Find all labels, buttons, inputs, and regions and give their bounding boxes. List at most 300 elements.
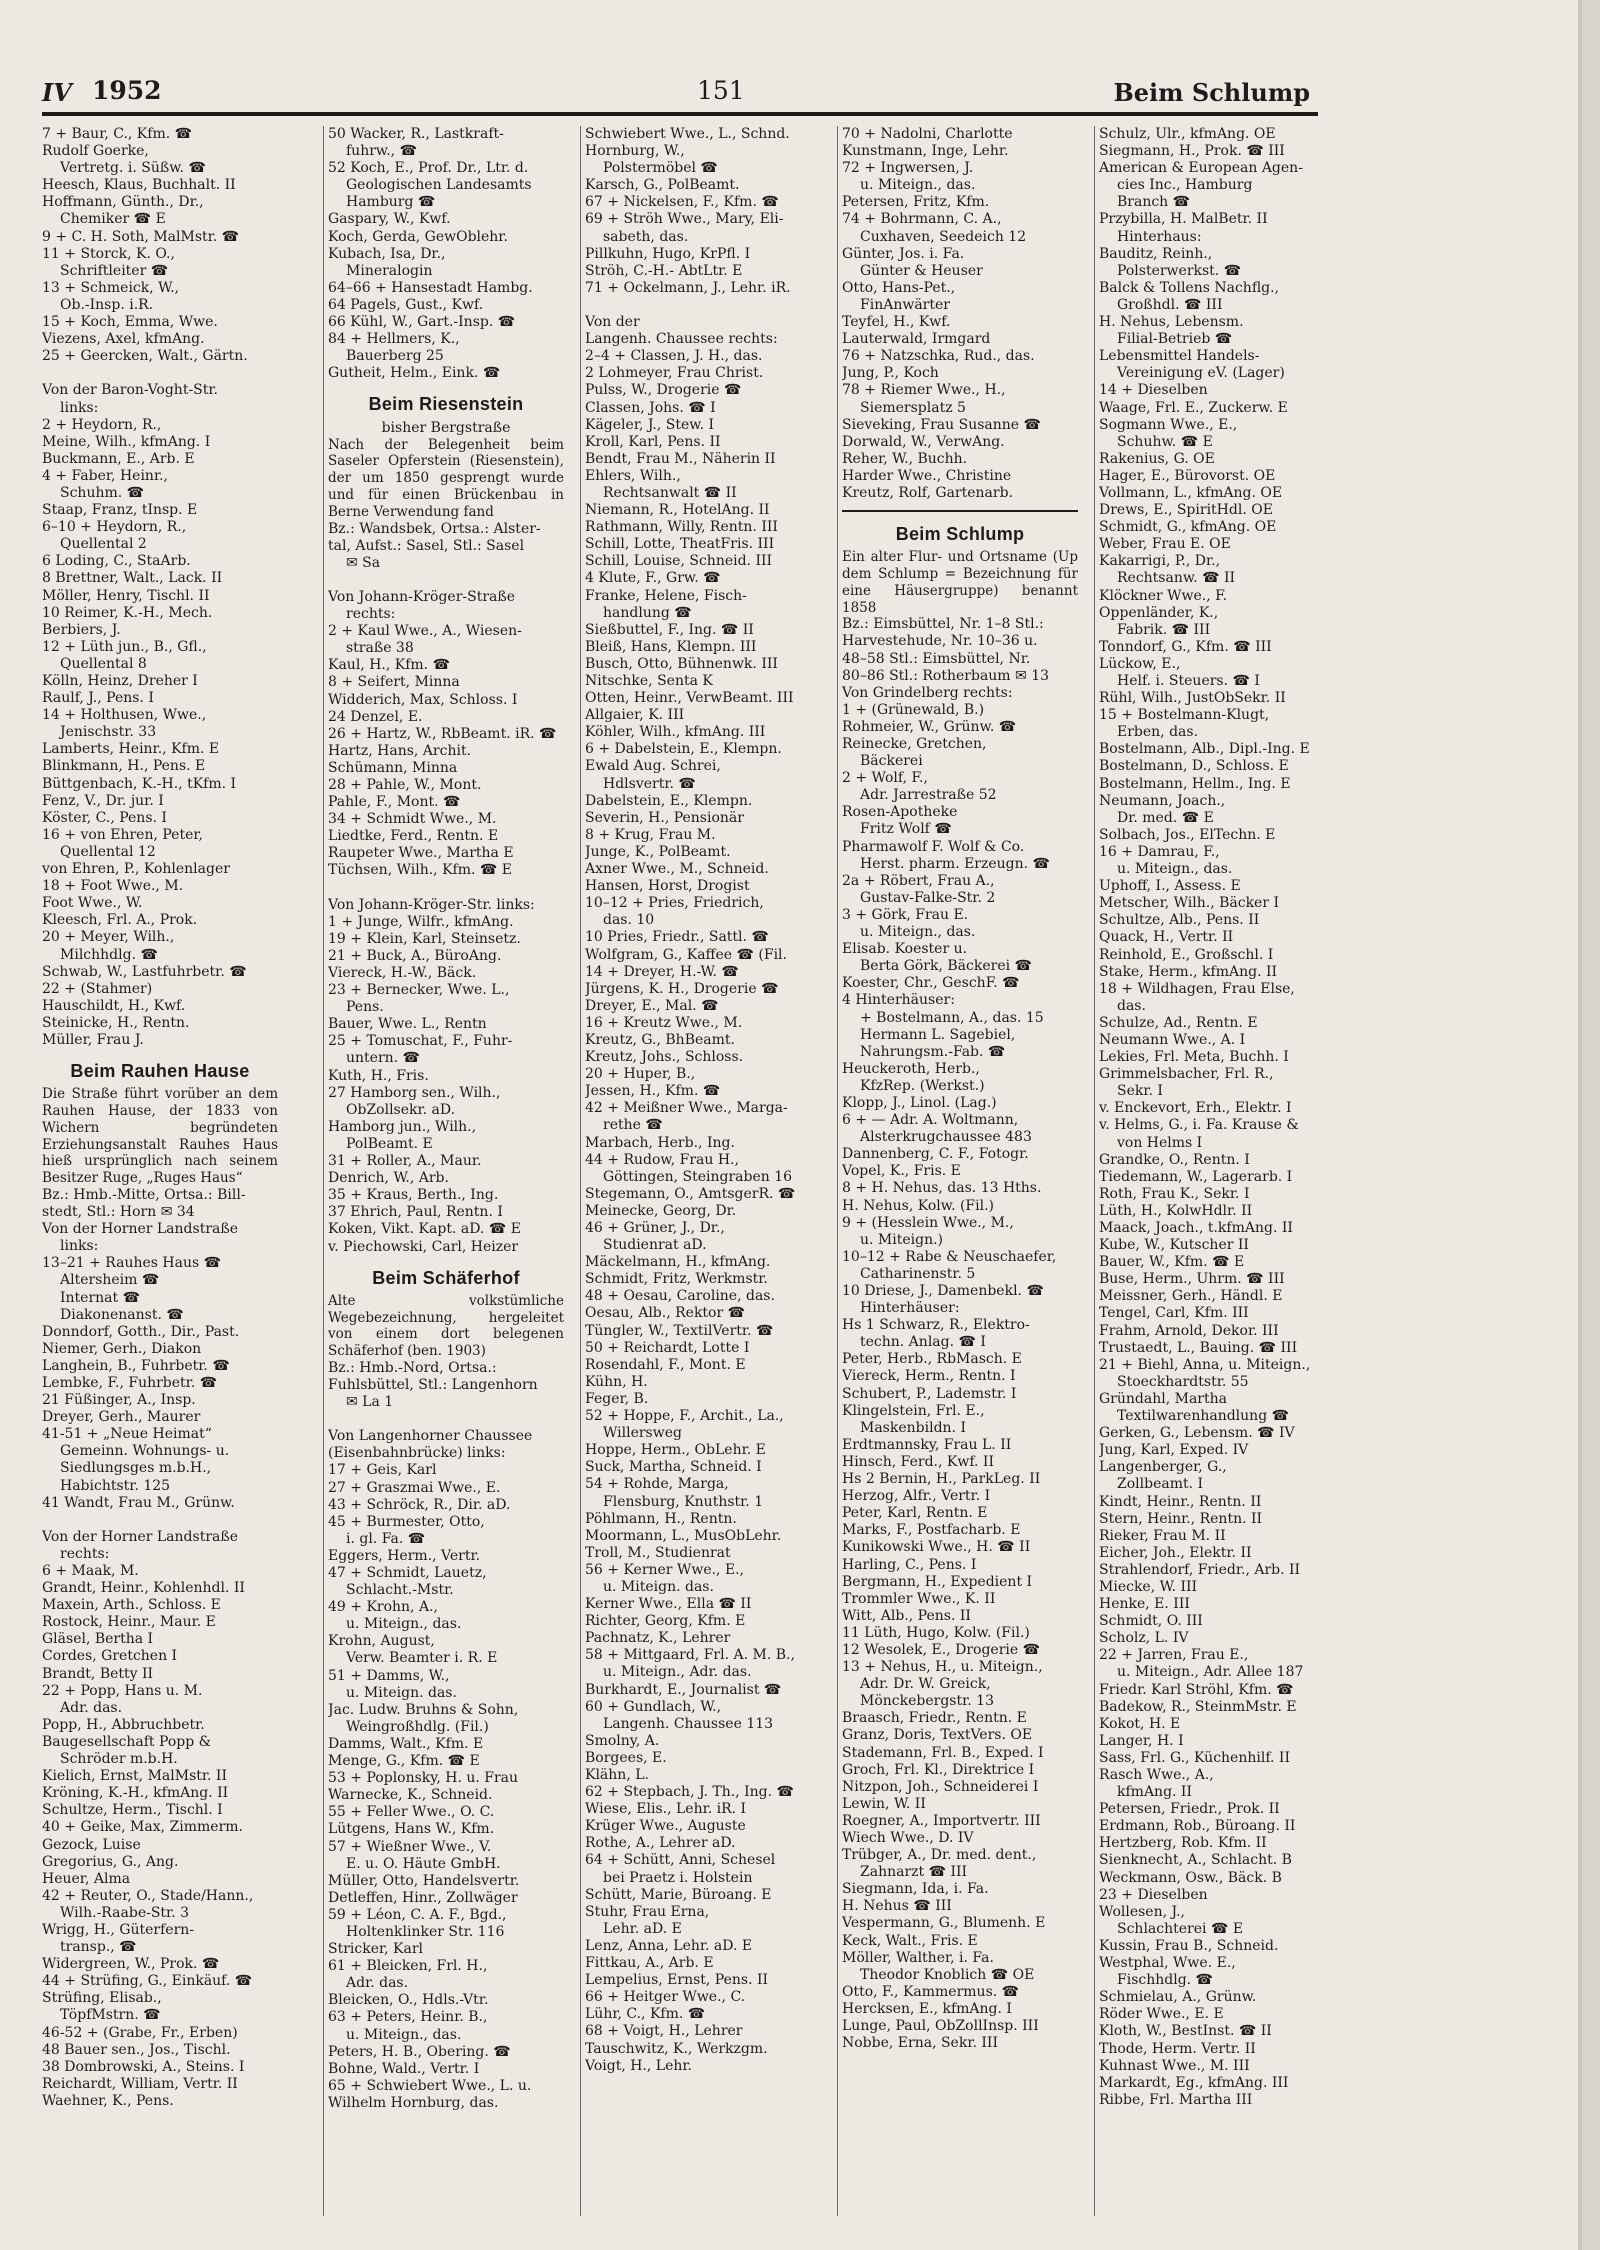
- directory-entry: Raulf, J., Pens. I: [42, 690, 154, 707]
- directory-entry: Rostock, Heinr., Maur. E: [42, 1614, 216, 1631]
- directory-entry: Gaspary, W., Kwf.: [328, 211, 451, 228]
- directory-entry: Rechtsanwalt ☎ II: [603, 484, 737, 501]
- directory-entry: Gezock, Luise: [42, 1836, 141, 1853]
- directory-entry: Schulz, Ulr., kfmAng. OE: [1099, 126, 1276, 142]
- directory-entry: Kroll, Karl, Pens. II: [585, 433, 721, 450]
- directory-entry: Vereinigung eV. (Lager): [1117, 365, 1285, 382]
- directory-entry: Zahnarzt ☎ III: [860, 1864, 968, 1881]
- directory-entry: Klöckner Wwe., F.: [1099, 587, 1228, 604]
- directory-entry: v. Enckevort, Erh., Elektr. I: [1099, 1100, 1292, 1117]
- directory-entry: Vespermann, G., Blumenh. E: [842, 1915, 1046, 1932]
- directory-entry: Stern, Heinr., Rentn. II: [1099, 1510, 1263, 1527]
- directory-entry: 35 + Kraus, Berth., Ing.: [328, 1187, 499, 1204]
- directory-entry: Pens.: [346, 999, 384, 1016]
- directory-entry: 6 + — Adr. A. Woltmann,: [842, 1112, 1019, 1129]
- directory-entry: Dorwald, W., VerwAng.: [842, 433, 1005, 450]
- directory-entry: 25 + Tomuschat, F., Fuhr-: [328, 1033, 513, 1050]
- directory-entry: Gründahl, Martha: [1099, 1390, 1227, 1407]
- directory-entry: Borgees, E.: [585, 1749, 667, 1766]
- directory-entry: Oesau, Alb., Rektor ☎: [585, 1305, 746, 1322]
- directory-entry: Franke, Helene, Fisch-: [585, 587, 747, 604]
- directory-entry: Kuhnast Wwe., M. III: [1099, 2057, 1250, 2074]
- directory-entry: 10–12 + Pries, Friedrich,: [585, 895, 764, 912]
- directory-entry: Severin, H., Pensionär: [585, 809, 744, 826]
- directory-entry: Schulze, Ad., Rentn. E: [1099, 1014, 1258, 1031]
- directory-entry: Strahlendorf, Friedr., Arb. II: [1099, 1561, 1301, 1578]
- directory-entry: 22 + Popp, Hans u. M.: [42, 1682, 203, 1699]
- directory-entry: Bostelmann, D., Schloss. E: [1099, 758, 1289, 775]
- directory-entry: Neumann, Joach.,: [1099, 792, 1226, 809]
- directory-entry: Krüger Wwe., Auguste: [585, 1818, 746, 1835]
- directory-entry: Grimmelsbacher, Frl. R.,: [1099, 1066, 1274, 1083]
- directory-entry: Kreutz, Rolf, Gartenarb.: [842, 484, 1013, 501]
- directory-entry: Ribbe, Frl. Martha III: [1099, 2091, 1253, 2108]
- directory-entry: 42 + Reuter, O., Stade/Hann.,: [42, 1887, 254, 1904]
- directory-entry: Warnecke, K., Schneid.: [328, 1787, 493, 1804]
- directory-entry: Rosen-Apotheke: [842, 804, 958, 821]
- directory-entry: 47 + Schmidt, Lauetz,: [328, 1565, 487, 1582]
- directory-entry: Peters, H. B., Obering. ☎: [328, 2043, 511, 2060]
- directory-entry: Detleffen, Hinr., Zollwäger: [328, 1889, 518, 1906]
- blank-line: [328, 880, 564, 897]
- directory-entry: Lewin, W. II: [842, 1795, 926, 1812]
- directory-entry: Von der: [585, 314, 640, 331]
- street-name-origin-note: Nach der Belegenheit beim Saseler Opferstein (Riesenstein), der um 1850 gesprengt wurde und für einen Brückenbau in Berne Verwendung fand: [328, 436, 564, 520]
- directory-entry: Vollmann, L., kfmAng. OE: [1099, 484, 1283, 501]
- directory-entry: Uphoff, I., Assess. E: [1099, 878, 1241, 895]
- directory-entry: Grandke, O., Rentn. I: [1099, 1151, 1250, 1168]
- directory-entry: 37 Ehrich, Paul, Rentn. I: [328, 1204, 503, 1221]
- directory-entry: Lühr, C., Kfm. ☎: [585, 2006, 706, 2023]
- directory-entry: 52 + Hoppe, F., Archit., La.,: [585, 1408, 784, 1425]
- directory-entry: Braasch, Friedr., Rentn. E: [842, 1710, 1027, 1727]
- directory-entry: Quellental 8: [60, 655, 147, 672]
- directory-entry: Maskenbildn. I: [860, 1419, 966, 1436]
- directory-entry: Teyfel, H., Kwf.: [842, 314, 951, 331]
- directory-entry: 6–10 + Heydorn, R.,: [42, 519, 187, 536]
- directory-entry: Trübger, A., Dr. med. dent.,: [842, 1847, 1037, 1864]
- street-former-name: bisher Bergstraße: [381, 419, 511, 436]
- directory-entry: Suck, Martha, Schneid. I: [585, 1459, 762, 1476]
- directory-entry: Niemann, R., HotelAng. II: [585, 502, 770, 519]
- directory-entry: Bz.: Hmb.-Mitte, Ortsa.: Bill-: [42, 1186, 246, 1203]
- directory-entry: Hornburg, W.,: [585, 143, 685, 160]
- directory-entry: 7 + Baur, C., Kfm. ☎: [42, 126, 193, 142]
- directory-entry: 2 Lohmeyer, Frau Christ.: [585, 365, 764, 382]
- directory-entry: Schriftleiter ☎: [60, 262, 169, 279]
- directory-entry: Kokot, H. E: [1099, 1715, 1181, 1732]
- directory-entry: Schuhw. ☎ E: [1117, 433, 1213, 450]
- directory-entry: Burkhardt, E., Journalist ☎: [585, 1681, 782, 1698]
- directory-entry: 48 + Oesau, Caroline, das.: [585, 1288, 775, 1305]
- directory-entry: Von Johann-Kröger-Str. links:: [328, 896, 535, 913]
- directory-entry: ✉ La 1: [346, 1394, 394, 1411]
- directory-entry: 27 + Graszmai Wwe., E.: [328, 1479, 501, 1496]
- directory-entry: Hamburg ☎: [346, 194, 436, 211]
- directory-entry: Koester, Chr., GeschF. ☎: [842, 975, 1020, 992]
- directory-entry: Kindt, Heinr., Rentn. II: [1099, 1493, 1262, 1510]
- directory-entry: 61 + Bleicken, Frl. H.,: [328, 1958, 488, 1975]
- directory-entry: Rechtsanw. ☎ II: [1117, 570, 1236, 587]
- directory-entry: Koch, Gerda, GewOblehr.: [328, 228, 508, 245]
- page-number: 151: [697, 76, 745, 105]
- directory-entry: Tengel, Carl, Kfm. III: [1099, 1305, 1249, 1322]
- directory-entry: Bauer, Wwe. L., Rentn: [328, 1016, 487, 1033]
- directory-entry: Hoffmann, Günth., Dr.,: [42, 194, 204, 211]
- directory-entry: Mönckebergstr. 13: [860, 1693, 994, 1710]
- directory-entry: 48 Bauer sen., Jos., Tischl.: [42, 2041, 231, 2058]
- directory-entry: Otto, F., Kammermus. ☎: [842, 1983, 1020, 2000]
- directory-entry: 78 + Riemer Wwe., H.,: [842, 382, 1006, 399]
- street-heading: Beim Schäferhof: [372, 1267, 520, 1288]
- directory-entry: 19 + Klein, Karl, Steinsetz.: [328, 930, 521, 947]
- directory-entry: Gustav-Falke-Str. 2: [860, 889, 996, 906]
- directory-entry: Hinterhäuser:: [860, 1300, 960, 1317]
- directory-entry: Fittkau, A., Arb. E: [585, 1955, 714, 1972]
- directory-entry: Gerken, G., Lebensm. ☎ IV: [1099, 1425, 1295, 1442]
- directory-entry: Schill, Louise, Schneid. III: [585, 553, 773, 570]
- directory-column: [1094, 126, 1335, 2216]
- directory-entry: PolBeamt. E: [346, 1135, 433, 1152]
- directory-entry: 14 + Dieselben: [1099, 382, 1208, 399]
- directory-entry: Busch, Otto, Bühnenwk. III: [585, 655, 778, 672]
- directory-entry: v. Piechowski, Carl, Heizer: [328, 1238, 519, 1255]
- directory-entry: Siemersplatz 5: [860, 399, 966, 416]
- directory-entry: Schuhm. ☎: [60, 484, 145, 501]
- directory-entry: Von der Horner Landstraße: [42, 1528, 238, 1545]
- directory-entry: links:: [60, 399, 99, 416]
- directory-entry: Widderich, Max, Schloss. I: [328, 691, 518, 708]
- directory-entry: Kreutz, Johs., Schloss.: [585, 1049, 744, 1066]
- directory-entry: Tüngler, W., TextilVertr. ☎: [585, 1322, 774, 1339]
- directory-entry: ObZollsekr. aD.: [346, 1101, 456, 1118]
- blank-line: [328, 572, 564, 589]
- directory-entry: Bauditz, Reinh.,: [1099, 245, 1213, 262]
- directory-entry: 8 Brettner, Walt., Lack. II: [42, 570, 223, 587]
- directory-entry: Flensburg, Knuthstr. 1: [603, 1493, 764, 1510]
- directory-entry: Sießbuttel, F., Ing. ☎ II: [585, 621, 754, 638]
- directory-entry: Trustaedt, L., Bauing. ☎ III: [1099, 1339, 1298, 1356]
- directory-entry: Lempelius, Ernst, Pens. II: [585, 1972, 769, 1989]
- directory-entry: Steinicke, H., Rentn.: [42, 1014, 190, 1031]
- directory-entry: 20 + Meyer, Wilh.,: [42, 929, 175, 946]
- directory-entry: Heuckeroth, Herb.,: [842, 1060, 980, 1077]
- directory-entry: 56 + Kerner Wwe., E.,: [585, 1561, 745, 1578]
- directory-entry: Witt, Alb., Pens. II: [842, 1607, 971, 1624]
- directory-entry: Strüfing, Elisab.,: [42, 1990, 162, 2007]
- directory-entry: Gregorius, G., Ang.: [42, 1853, 179, 1870]
- directory-entry: Kleesch, Frl. A., Prok.: [42, 912, 198, 929]
- directory-entry: 58 + Mittgaard, Frl. A. M. B.,: [585, 1647, 795, 1664]
- directory-entry: Reichardt, William, Vertr. II: [42, 2075, 238, 2092]
- directory-entry: Polsterwerkst. ☎: [1117, 262, 1242, 279]
- directory-entry: Sieveking, Frau Susanne ☎: [842, 416, 1041, 433]
- directory-entry: Siegmann, Ida, i. Fa.: [842, 1881, 989, 1898]
- directory-entry: Viereck, H.-W., Bäck.: [328, 965, 477, 982]
- directory-entry: Wolfgram, G., Kaffee ☎ (Fil.: [585, 946, 787, 963]
- directory-entry: u. Miteign., das.: [346, 2026, 462, 2043]
- blank-line: [42, 365, 278, 382]
- directory-entry: Eggers, Herm., Vertr.: [328, 1547, 481, 1564]
- directory-entry: Schmidt, G., kfmAng. OE: [1099, 519, 1277, 536]
- directory-entry: Bendt, Frau M., Näherin II: [585, 450, 776, 467]
- directory-entry: Stake, Herm., kfmAng. II: [1099, 963, 1278, 980]
- directory-entry: 22 + Jarren, Frau E.,: [1099, 1647, 1249, 1664]
- directory-entry: Müller, Otto, Handelsvertr.: [328, 1872, 520, 1889]
- directory-column: [323, 126, 564, 2216]
- directory-entry: Waage, Frl. E., Zuckerw. E: [1099, 399, 1288, 416]
- street-heading: Beim Schlump: [895, 524, 1025, 545]
- directory-entry: 9 + (Hesslein Wwe., M.,: [842, 1214, 1014, 1231]
- directory-entry: Kunikowski Wwe., H. ☎ II: [842, 1539, 1031, 1556]
- directory-entry: 53 + Poplonsky, H. u. Frau: [328, 1770, 519, 1787]
- directory-entry: 63 + Peters, Heinr. B.,: [328, 2009, 488, 2026]
- directory-entry: Hager, E., Bürovorst. OE: [1099, 467, 1276, 484]
- directory-entry: + Bostelmann, A., das. 15: [860, 1009, 1044, 1026]
- directory-entry: 21 + Biehl, Anna, u. Miteign.,: [1099, 1356, 1311, 1373]
- directory-entry: links:: [60, 1238, 99, 1255]
- directory-entry: Möller, Henry, Tischl. II: [42, 587, 210, 604]
- directory-entry: Schill, Lotte, TheatFris. III: [585, 536, 775, 553]
- directory-entry: 8 + H. Nehus, das. 13 Hths.: [842, 1180, 1042, 1197]
- directory-entry: Chemiker ☎ E: [60, 211, 166, 228]
- directory-entry: 18 + Foot Wwe., M.: [42, 878, 184, 895]
- directory-entry: Langenberger, G.,: [1099, 1459, 1227, 1476]
- directory-entry: Stuhr, Frau Erna,: [585, 1903, 710, 1920]
- directory-entry: Jac. Ludw. Bruhns & Sohn,: [328, 1701, 519, 1718]
- directory-entry: Stoeckhardtstr. 55: [1117, 1373, 1249, 1390]
- directory-entry: 44 + Rudow, Frau H.,: [585, 1151, 739, 1168]
- directory-entry: kfmAng. II: [1117, 1784, 1192, 1801]
- directory-entry: von Helms I: [1117, 1134, 1203, 1151]
- directory-entry: Wilhelm Hornburg, das.: [328, 2094, 499, 2111]
- directory-entry: Otto, Hans-Pet.,: [842, 279, 956, 296]
- directory-entry: Helf. i. Steuers. ☎ I: [1117, 673, 1260, 689]
- directory-entry: 21 + Buck, A., BüroAng.: [328, 947, 502, 964]
- directory-entry: Adr. Jarrestraße 52: [860, 787, 997, 804]
- directory-entry: Pharmawolf F. Wolf & Co.: [842, 838, 1025, 855]
- directory-entry: Mäckelmann, H., kfmAng.: [585, 1254, 771, 1271]
- directory-entry: Köhler, Wilh., kfmAng. III: [585, 724, 766, 741]
- directory-entry: Lückow, E.,: [1099, 655, 1181, 672]
- directory-entry: Diakonenanst. ☎: [60, 1306, 184, 1323]
- directory-entry: Berbiers, J.: [42, 621, 121, 638]
- directory-entry: Internat ☎: [60, 1289, 141, 1306]
- directory-entry: 44 + Strüfing, G., Einkäuf. ☎: [42, 1973, 253, 1990]
- directory-entry: Dabelstein, E., Klempn.: [585, 792, 753, 809]
- directory-entry: Buckmann, E., Arb. E: [42, 450, 195, 467]
- directory-entry: Thode, Herm. Vertr. II: [1099, 2040, 1256, 2057]
- directory-entry: Siedlungsges m.b.H.,: [60, 1460, 212, 1477]
- directory-entry: Klopp, J., Linol. (Lag.): [842, 1094, 997, 1111]
- directory-entry: 41 Wandt, Frau M., Grünw.: [42, 1494, 235, 1511]
- directory-entry: Maxein, Arth., Schloss. E: [42, 1597, 221, 1614]
- directory-entry: Röder Wwe., E. E: [1099, 2006, 1224, 2023]
- directory-entry: Rudolf Goerke,: [42, 143, 149, 160]
- directory-entry: 62 + Stepbach, J. Th., Ing. ☎: [585, 1784, 794, 1801]
- directory-entry: Hauschildt, H., Kwf.: [42, 997, 186, 1014]
- directory-entry: 69 + Ströh Wwe., Mary, Eli-: [585, 211, 784, 228]
- directory-entry: Menge, G., Kfm. ☎ E: [328, 1753, 480, 1770]
- directory-entry: Harvestehude, Nr. 10–36 u.: [842, 633, 1038, 650]
- directory-entry: TöpfMstrn. ☎: [60, 2007, 161, 2024]
- directory-entry: Erben, das.: [1117, 724, 1199, 741]
- directory-entry: Pahle, F., Mont. ☎: [328, 794, 461, 811]
- directory-entry: Schröder m.b.H.: [60, 1751, 178, 1768]
- directory-entry: tal, Aufst.: Sasel, Stl.: Sasel: [328, 537, 525, 554]
- directory-entry: Bergmann, H., Expedient I: [842, 1573, 1033, 1590]
- directory-entry: Schultze, Herm., Tischl. I: [42, 1802, 223, 1819]
- street-name-origin-note: Ein alter Flur- und Ortsname (Up dem Schlump = Bezeichnung für eine Häusergruppe) benannt 1858: [842, 549, 1078, 616]
- directory-entry: 70 + Nadolni, Charlotte: [842, 126, 1013, 142]
- directory-entry: 80–86 Stl.: Rotherbaum ✉ 13: [842, 667, 1050, 684]
- directory-entry: Lehr. aD. E: [603, 1920, 682, 1937]
- directory-entry: Wiese, Elis., Lehr. iR. I: [585, 1801, 747, 1818]
- directory-entry: Weckmann, Osw., Bäck. B: [1099, 1869, 1282, 1886]
- directory-entry: Schlachterei ☎ E: [1117, 1920, 1244, 1937]
- directory-entry: Miecke, W. III: [1099, 1578, 1198, 1595]
- directory-entry: Hs 1 Schwarz, R., Elektro-: [842, 1317, 1030, 1334]
- directory-entry: Hdlsvertr. ☎: [603, 775, 696, 792]
- directory-entry: Roegner, A., Importvertr. III: [842, 1812, 1041, 1829]
- directory-entry: (Eisenbahnbrücke) links:: [328, 1445, 506, 1462]
- directory-entry: Göttingen, Steingraben 16: [603, 1168, 793, 1185]
- directory-entry: Lüth, H., KolwHdlr. II: [1099, 1202, 1253, 1219]
- directory-entry: Cordes, Gretchen I: [42, 1648, 178, 1665]
- directory-entry: 10 Pries, Friedr., Sattl. ☎: [585, 929, 769, 946]
- directory-entry: Tonndorf, G., Kfm. ☎ III: [1099, 638, 1272, 655]
- directory-entry: Peter, Karl, Rentn. E: [842, 1505, 988, 1522]
- directory-entry: Kölln, Heinz, Dreher I: [42, 673, 198, 689]
- directory-entry: Lebensmittel Handels-: [1099, 348, 1260, 365]
- directory-entry: 13–21 + Rauhes Haus ☎: [42, 1255, 222, 1272]
- directory-entry: 14 + Dreyer, H.-W. ☎: [585, 963, 739, 980]
- directory-entry: Viezens, Axel, kfmAng.: [42, 331, 205, 348]
- directory-entry: Voigt, H., Lehr.: [585, 2057, 692, 2074]
- directory-entry: 14 + Holthusen, Wwe.,: [42, 707, 207, 724]
- directory-entry: Stricker, Karl: [328, 1941, 424, 1958]
- directory-entry: 66 + Heitger Wwe., C.: [585, 1989, 746, 2006]
- directory-entry: Studienrat aD.: [603, 1237, 707, 1254]
- directory-entry: Jung, P., Koch: [842, 365, 939, 382]
- directory-entry: u. Miteign., das.: [346, 1616, 462, 1633]
- street-heading: Beim Riesenstein: [368, 394, 524, 415]
- directory-entry: das.: [1117, 997, 1146, 1014]
- directory-entry: Lenz, Anna, Lehr. aD. E: [585, 1937, 753, 1954]
- directory-entry: Jung, Karl, Exped. IV: [1099, 1442, 1249, 1459]
- directory-entry: Bz.: Wandsbek, Ortsa.: Alster-: [328, 520, 541, 537]
- directory-entry: Dreyer, E., Mal. ☎: [585, 997, 719, 1014]
- directory-entry: Rühl, Wilh., JustObSekr. II: [1099, 690, 1286, 707]
- directory-entry: Großhdl. ☎ III: [1117, 296, 1223, 313]
- directory-entry: Rasch Wwe., A.,: [1099, 1767, 1214, 1783]
- directory-entry: Feger, B.: [585, 1390, 649, 1407]
- directory-entry: 16 + von Ehren, Peter,: [42, 826, 203, 843]
- directory-entry: Quellental 2: [60, 536, 147, 553]
- directory-entry: 40 + Geike, Max, Zimmerm.: [42, 1819, 243, 1836]
- directory-entry: Hoppe, Herm., ObLehr. E: [585, 1442, 766, 1459]
- directory-entry: Fabrik. ☎ III: [1117, 621, 1211, 638]
- directory-entry: Theodor Knoblich ☎ OE: [860, 1966, 1035, 1983]
- section-divider: [842, 510, 1078, 512]
- directory-entry: Krohn, August,: [328, 1633, 435, 1650]
- directory-entry: 52 Koch, E., Prof. Dr., Ltr. d.: [328, 160, 529, 177]
- directory-entry: 76 + Natzschka, Rud., das.: [842, 348, 1035, 365]
- directory-entry: Hinsch, Ferd., Kwf. II: [842, 1453, 994, 1470]
- directory-entry: Hs 2 Bernin, H., ParkLeg. II: [842, 1471, 1041, 1488]
- directory-entry: 2a + Röbert, Frau A.,: [842, 872, 995, 889]
- directory-entry: 13 + Nehus, H., u. Miteign.,: [842, 1659, 1043, 1676]
- directory-entry: Branch ☎: [1117, 194, 1191, 211]
- directory-entry: Richter, Georg, Kfm. E: [585, 1613, 746, 1630]
- directory-entry: Günter, Jos. i. Fa.: [842, 245, 965, 262]
- directory-entry: Bostelmann, Hellm., Ing. E: [1099, 775, 1291, 792]
- directory-entry: 10 Reimer, K.-H., Mech.: [42, 604, 213, 621]
- directory-entry: 84 + Hellmers, K.,: [328, 331, 460, 348]
- directory-entry: Pachnatz, K., Lehrer: [585, 1630, 731, 1647]
- directory-entry: Rothe, A., Lehrer aD.: [585, 1835, 736, 1852]
- directory-entry: Gemeinn. Wohnungs- u.: [60, 1443, 230, 1460]
- directory-entry: Quack, H., Vertr. II: [1099, 929, 1234, 946]
- directory-entry: Sienknecht, A., Schlacht. B: [1099, 1852, 1292, 1869]
- directory-entry: Meissner, Gerh., Händl. E: [1099, 1288, 1283, 1305]
- directory-entry: Koken, Vikt. Kapt. aD. ☎ E: [328, 1221, 521, 1238]
- directory-entry: Kägeler, J., Stew. I: [585, 416, 715, 433]
- directory-entry: Moormann, L., MusObLehr.: [585, 1527, 782, 1544]
- directory-entry: 4 Hinterhäuser:: [842, 992, 955, 1009]
- directory-entry: techn. Anlag. ☎ I: [860, 1334, 986, 1351]
- directory-entry: FinAnwärter: [860, 296, 950, 313]
- directory-entry: Langer, H. I: [1099, 1732, 1184, 1749]
- directory-entry: Otten, Heinr., VerwBeamt. III: [585, 690, 794, 707]
- directory-entry: Denrich, W., Arb.: [328, 1170, 449, 1187]
- directory-entry: u. Miteign., Adr. das.: [603, 1664, 752, 1681]
- directory-entry: Rieker, Frau M. II: [1099, 1527, 1226, 1544]
- page-header: [42, 70, 1310, 116]
- directory-entry: Lamberts, Heinr., Kfm. E: [42, 741, 220, 758]
- directory-entry: Petersen, Fritz, Kfm.: [842, 194, 990, 211]
- directory-entry: Langhein, B., Fuhrbetr. ☎: [42, 1357, 230, 1374]
- directory-entry: Bohne, Wald., Vertr. I: [328, 2060, 480, 2077]
- directory-entry: u. Miteign. das.: [346, 1684, 457, 1701]
- directory-entry: Schmielau, A., Grünw.: [1099, 1989, 1257, 2006]
- directory-entry: ✉ Sa: [346, 554, 381, 571]
- directory-entry: Nobbe, Erna, Sekr. III: [842, 2035, 998, 2052]
- street-name-origin-note: Die Straße führt vorüber an dem Rauhen Hause, der 1833 von Wichern begründeten Erziehungsanstalt Rauhes Haus hieß ursprünglich nach seinem Besitzer Ruge, „Ruges Haus“: [42, 1086, 278, 1187]
- directory-entry: Schmidt, O. III: [1099, 1613, 1203, 1630]
- directory-entry: 28 + Pahle, W., Mont.: [328, 776, 482, 793]
- directory-entry: Markardt, Eg., kfmAng. III: [1099, 2074, 1289, 2091]
- directory-entry: 57 + Wießner Wwe., V.: [328, 1838, 492, 1855]
- directory-entry: Rohmeier, W., Grünw. ☎: [842, 718, 1017, 735]
- directory-entry: Grandt, Heinr., Kohlenhdl. II: [42, 1580, 245, 1597]
- directory-entry: Weber, Frau E. OE: [1099, 536, 1231, 553]
- directory-entry: Hamborg jun., Wilh.,: [328, 1118, 477, 1135]
- directory-entry: Mineralogin: [346, 262, 433, 279]
- directory-entry: Balck & Tollens Nachflg.,: [1099, 279, 1280, 296]
- directory-entry: 71 + Ockelmann, J., Lehr. iR.: [585, 279, 791, 296]
- directory-entry: Nitzpon, Joh., Schneiderei I: [842, 1778, 1039, 1795]
- directory-entry: Dr. med. ☎ E: [1117, 809, 1214, 826]
- directory-entry: 9 + C. H. Soth, MalMstr. ☎: [42, 228, 240, 245]
- directory-column: [42, 126, 278, 2216]
- directory-entry: Von Grindelberg rechts:: [842, 684, 1013, 701]
- directory-entry: 38 Dombrowski, A., Steins. I: [42, 2058, 245, 2075]
- directory-entry: Przybilla, H. MalBetr. II: [1099, 211, 1268, 228]
- directory-entry: Dannenberg, C. F., Fotogr.: [842, 1146, 1029, 1163]
- directory-entry: 51 + Damms, W.,: [328, 1667, 450, 1684]
- directory-entry: Von der Baron-Voght-Str.: [42, 382, 219, 399]
